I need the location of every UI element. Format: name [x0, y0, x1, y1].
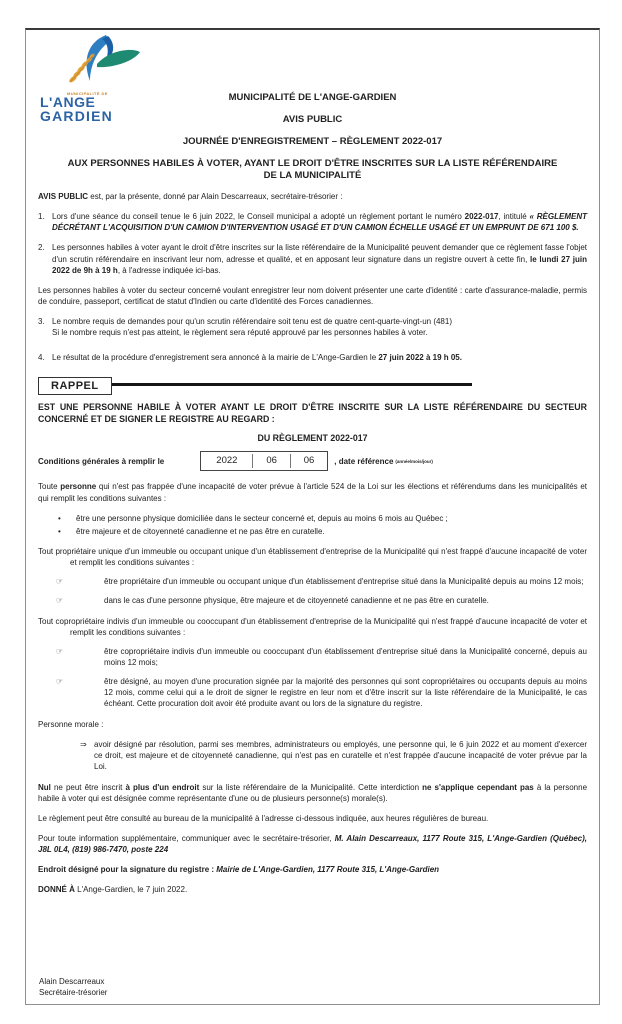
- item-2-run2: , à l'adresse indiquée ici-bas.: [117, 265, 221, 275]
- personne-run2: qui n'est pas frappée d'une incapacité de voter prévue à l'article 524 de la Loi sur les élections et référendums dans les municipalités et qui remplit les conditions suivantes :: [38, 482, 588, 503]
- item-4-datetime-bold: 27 juin 2022 à 19 h 05.: [378, 352, 462, 362]
- nul-bold3: ne s'applique cependant pas: [422, 783, 534, 793]
- logo-small-label: MUNICIPALITÉ DE: [67, 91, 108, 96]
- item-2-subparagraph: Les personnes habiles à voter du secteur concerné voulant enregistrer leur nom doivent présenter une carte d'identité : carte d'assurance-maladie, permis de conduire, passeport, certificat de statut d'Indien ou carte d'identité des Forces canadiennes.: [38, 285, 587, 306]
- pointing-hand-icon: ☞: [56, 595, 64, 605]
- coproprietaire-item-1: [56, 646, 587, 668]
- header-journee: JOURNÉE D'ENREGISTREMENT – RÈGLEMENT 2022-017: [182, 135, 443, 147]
- nul-run2: sur la liste référendaire de la Municipalité. Cette interdiction: [199, 783, 423, 793]
- conditions-label: Conditions générales à remplir le: [38, 456, 165, 466]
- date-month-cell: 06: [253, 454, 290, 468]
- numbered-item-4: [38, 352, 587, 363]
- morale-item: [80, 739, 587, 772]
- morale-label: Personne morale :: [38, 719, 104, 729]
- nul-run1: ne peut être inscrit: [50, 783, 126, 793]
- item-3-text: [52, 316, 587, 338]
- logo-wordmark-line1: L'ANGE: [40, 94, 96, 110]
- personne-bullet-2-text: être majeure et de citoyenneté canadienne et ne pas être en curatelle.: [76, 526, 325, 536]
- intro-rest: est, par la présente, donné par Alain Descarreaux, secrétaire-trésorier :: [88, 192, 343, 202]
- item-1-regulation-title: « RÈGLEMENT DÉCRÉTANT L'ACQUISITION D'UN CAMION D'INTERVENTION USAGÉ ET D'UN CAMION ÉCHELLE USAGÉ ET UN EMPRUNT DE 671 100 $.: [52, 212, 587, 233]
- donne-bold: DONNÉ À: [38, 885, 75, 895]
- coproprietaire-item-2-text: être désigné, au moyen d'une procuration signée par la majorité des personnes qui sont copropriétaires ou occupants depuis au moins 12 mois, comme celui qui a le droit de signer le registre en leur nom et d'être inscrit sur la liste référendaire de la Municipalité, le cas échéant. Cette procuration doit avoir été produite avant ou lors de la signature du registre.: [104, 676, 587, 708]
- endroit-location-bold: Mairie de L'Ange-Gardien, 1177 Route 315, L'Ange-Gardien: [216, 865, 440, 875]
- header-municipality: MUNICIPALITÉ DE L'ANGE-GARDIEN: [228, 92, 397, 103]
- municipality-logo: [40, 34, 158, 123]
- item-3-line2: Si le nombre requis n'est pas atteint, le règlement sera réputé approuvé par les personnes habiles à voter.: [52, 327, 428, 337]
- personne-bullet-1: [58, 513, 587, 524]
- rappel-subheading: DU RÈGLEMENT 2022-017: [257, 433, 368, 444]
- pointing-hand-icon: ☞: [56, 646, 64, 656]
- bullet-icon: •: [58, 526, 61, 536]
- info-contact-bold: M. Alain Descarreaux, 1177 Route 315, L'Ange-Gardien (Québec), J8L 0L4, (819) 986-7470, poste 224: [38, 834, 588, 855]
- numbered-item-3: [38, 316, 587, 338]
- endroit-paragraph: [38, 864, 587, 875]
- signature-title: Secrétaire-trésorier: [39, 987, 108, 997]
- nul-paragraph: [38, 782, 587, 804]
- donne-rest: L'Ange-Gardien, le 7 juin 2022.: [74, 885, 188, 895]
- item-2-number: 2.: [38, 243, 45, 253]
- consultation-paragraph: Le règlement peut être consulté au bureau de la municipalité à l'adresse ci-dessous indiquée, aux heures régulières de bureau.: [38, 814, 489, 824]
- signature-block: [39, 976, 107, 998]
- nul-run3: à la personne habile à voter qui est désignée comme représentante d'une ou de plusieurs personne(s) morale(s).: [38, 783, 588, 804]
- item-2-date-bold: le lundi 27 juin 2022 de 9h à 19 h: [52, 254, 588, 275]
- item-1-run2: , intitulé: [498, 212, 530, 222]
- pointing-hand-icon: ☞: [56, 676, 64, 686]
- rappel-box: RAPPEL: [38, 377, 112, 395]
- signature-name: Alain Descarreaux: [39, 976, 105, 986]
- numbered-item-1: [38, 211, 587, 233]
- pointing-hand-icon: ☞: [56, 576, 64, 586]
- conditions-date-row: [38, 451, 587, 471]
- morale-item-text: avoir désigné par résolution, parmi ses membres, administrateurs ou employés, une personne qui, le 6 juin 2022 et au moment d'exercer ce droit, est majeure et de citoyenneté canadienne, qui n'est pas en curatelle et n'est frappée d'aucune incapacité de voter prévue par la Loi.: [94, 739, 587, 772]
- item-3-number: 3.: [38, 316, 45, 326]
- proprietaire-item-2: [56, 595, 587, 606]
- item-4-number: 4.: [38, 352, 45, 362]
- date-year-cell: 2022: [201, 454, 253, 468]
- item-2-run1: Les personnes habiles à voter ayant le droit d'être inscrites sur la liste référendaire de la Municipalité peuvent demander que ce règlement fasse l'objet d'un scrutin référendaire en inscrivant leur nom, adresse et qualité, et en apposant leur signature dans un registre ouvert à cette fin,: [52, 243, 587, 264]
- proprietaire-item-1-text: être propriétaire d'un immeuble ou occupant unique d'un établissement d'entreprise situé dans la Municipalité depuis au moins 12 mois;: [104, 576, 584, 586]
- personne-bullet-1-text: être une personne physique domiciliée dans le secteur concerné et, depuis au moins 6 mois au Québec ;: [76, 513, 448, 523]
- rappel-banner: [38, 377, 587, 395]
- bullet-icon: •: [58, 513, 61, 523]
- personne-bold: personne: [60, 482, 97, 492]
- personne-bullet-2: [58, 526, 587, 537]
- item-4-text: [52, 352, 587, 363]
- date-reference-box: [200, 451, 328, 471]
- date-reference-label: , date référence: [334, 456, 394, 466]
- personne-intro: [38, 481, 587, 503]
- coproprietaire-intro: Tout copropriétaire indivis d'un immeuble ou cooccupant d'un établissement d'entreprise de la Municipalité qui n'est frappé d'aucune incapacité de voter et remplit les conditions suivantes :: [38, 616, 587, 637]
- header-audience: AUX PERSONNES HABILES À VOTER, AYANT LE DROIT D'ÊTRE INSCRITES SUR LA LISTE RÉFÉRENDAIRE DE LA MUNICIPALITÉ: [67, 157, 558, 181]
- item-1-text: [52, 211, 587, 233]
- intro-paragraph: [38, 191, 587, 202]
- item-1-run1: Lors d'une séance du conseil tenue le 6 juin 2022, le Conseil municipal a adopté un règlement portant le numéro: [52, 212, 465, 222]
- document-border-frame: [25, 28, 600, 1005]
- rappel-heading: EST UNE PERSONNE HABILE À VOTER AYANT LE DROIT D'ÊTRE INSCRITE SUR LA LISTE RÉFÉRENDAIRE DU SECTEUR CONCERNÉ ET DE SIGNER LE REGISTRE AU REGARD :: [38, 401, 587, 424]
- numbered-item-2: [38, 242, 587, 275]
- donne-paragraph: [38, 884, 587, 895]
- item-4-run1: Le résultat de la procédure d'enregistrement sera annoncé à la mairie de L'Ange-Gardien le: [52, 352, 379, 362]
- date-format-hint: (année/mois/jour): [395, 458, 433, 464]
- coproprietaire-item-1-text: être copropriétaire indivis d'un immeuble ou cooccupant d'un établissement d'entreprise situé dans la Municipalité concerné, depuis au moins 12 mois;: [104, 646, 587, 667]
- double-arrow-icon: ⇒: [80, 739, 87, 749]
- item-2-text: [52, 242, 587, 275]
- info-paragraph: [38, 833, 587, 855]
- proprietaire-item-2-text: dans le cas d'une personne physique, être majeure et de citoyenneté canadienne et ne pas être en curatelle.: [104, 595, 489, 605]
- personne-run1: Toute: [38, 482, 61, 492]
- nul-bold1: Nul: [38, 783, 51, 793]
- date-day-cell: 06: [303, 455, 315, 467]
- nul-bold2: à plus d'un endroit: [125, 783, 200, 793]
- info-run1: Pour toute information supplémentaire, communiquer avec le secrétaire-trésorier,: [38, 834, 335, 844]
- proprietaire-intro: Tout propriétaire unique d'un immeuble ou occupant unique d'un établissement d'entreprise de la Municipalité qui n'est frappé d'aucune incapacité de voter et remplit les conditions suivantes :: [38, 546, 587, 567]
- proprietaire-item-1: [56, 576, 587, 587]
- rappel-divider-line: [112, 383, 472, 386]
- intro-bold: AVIS PUBLIC: [38, 192, 89, 202]
- endroit-bold: Endroit désigné pour la signature du registre :: [38, 865, 217, 875]
- item-1-number: 1.: [38, 212, 45, 222]
- logo-wordmark-line2: GARDIEN: [40, 108, 113, 125]
- coproprietaire-item-2: [56, 676, 587, 709]
- item-3-line1: Le nombre requis de demandes pour qu'un scrutin référendaire soit tenu est de quatre cent-quarte-vingt-un (481): [52, 316, 452, 326]
- item-1-regulation-number: 2022-017: [464, 212, 499, 222]
- angel-wing-logo-icon: [40, 34, 152, 86]
- header-avis-public: AVIS PUBLIC: [282, 113, 343, 125]
